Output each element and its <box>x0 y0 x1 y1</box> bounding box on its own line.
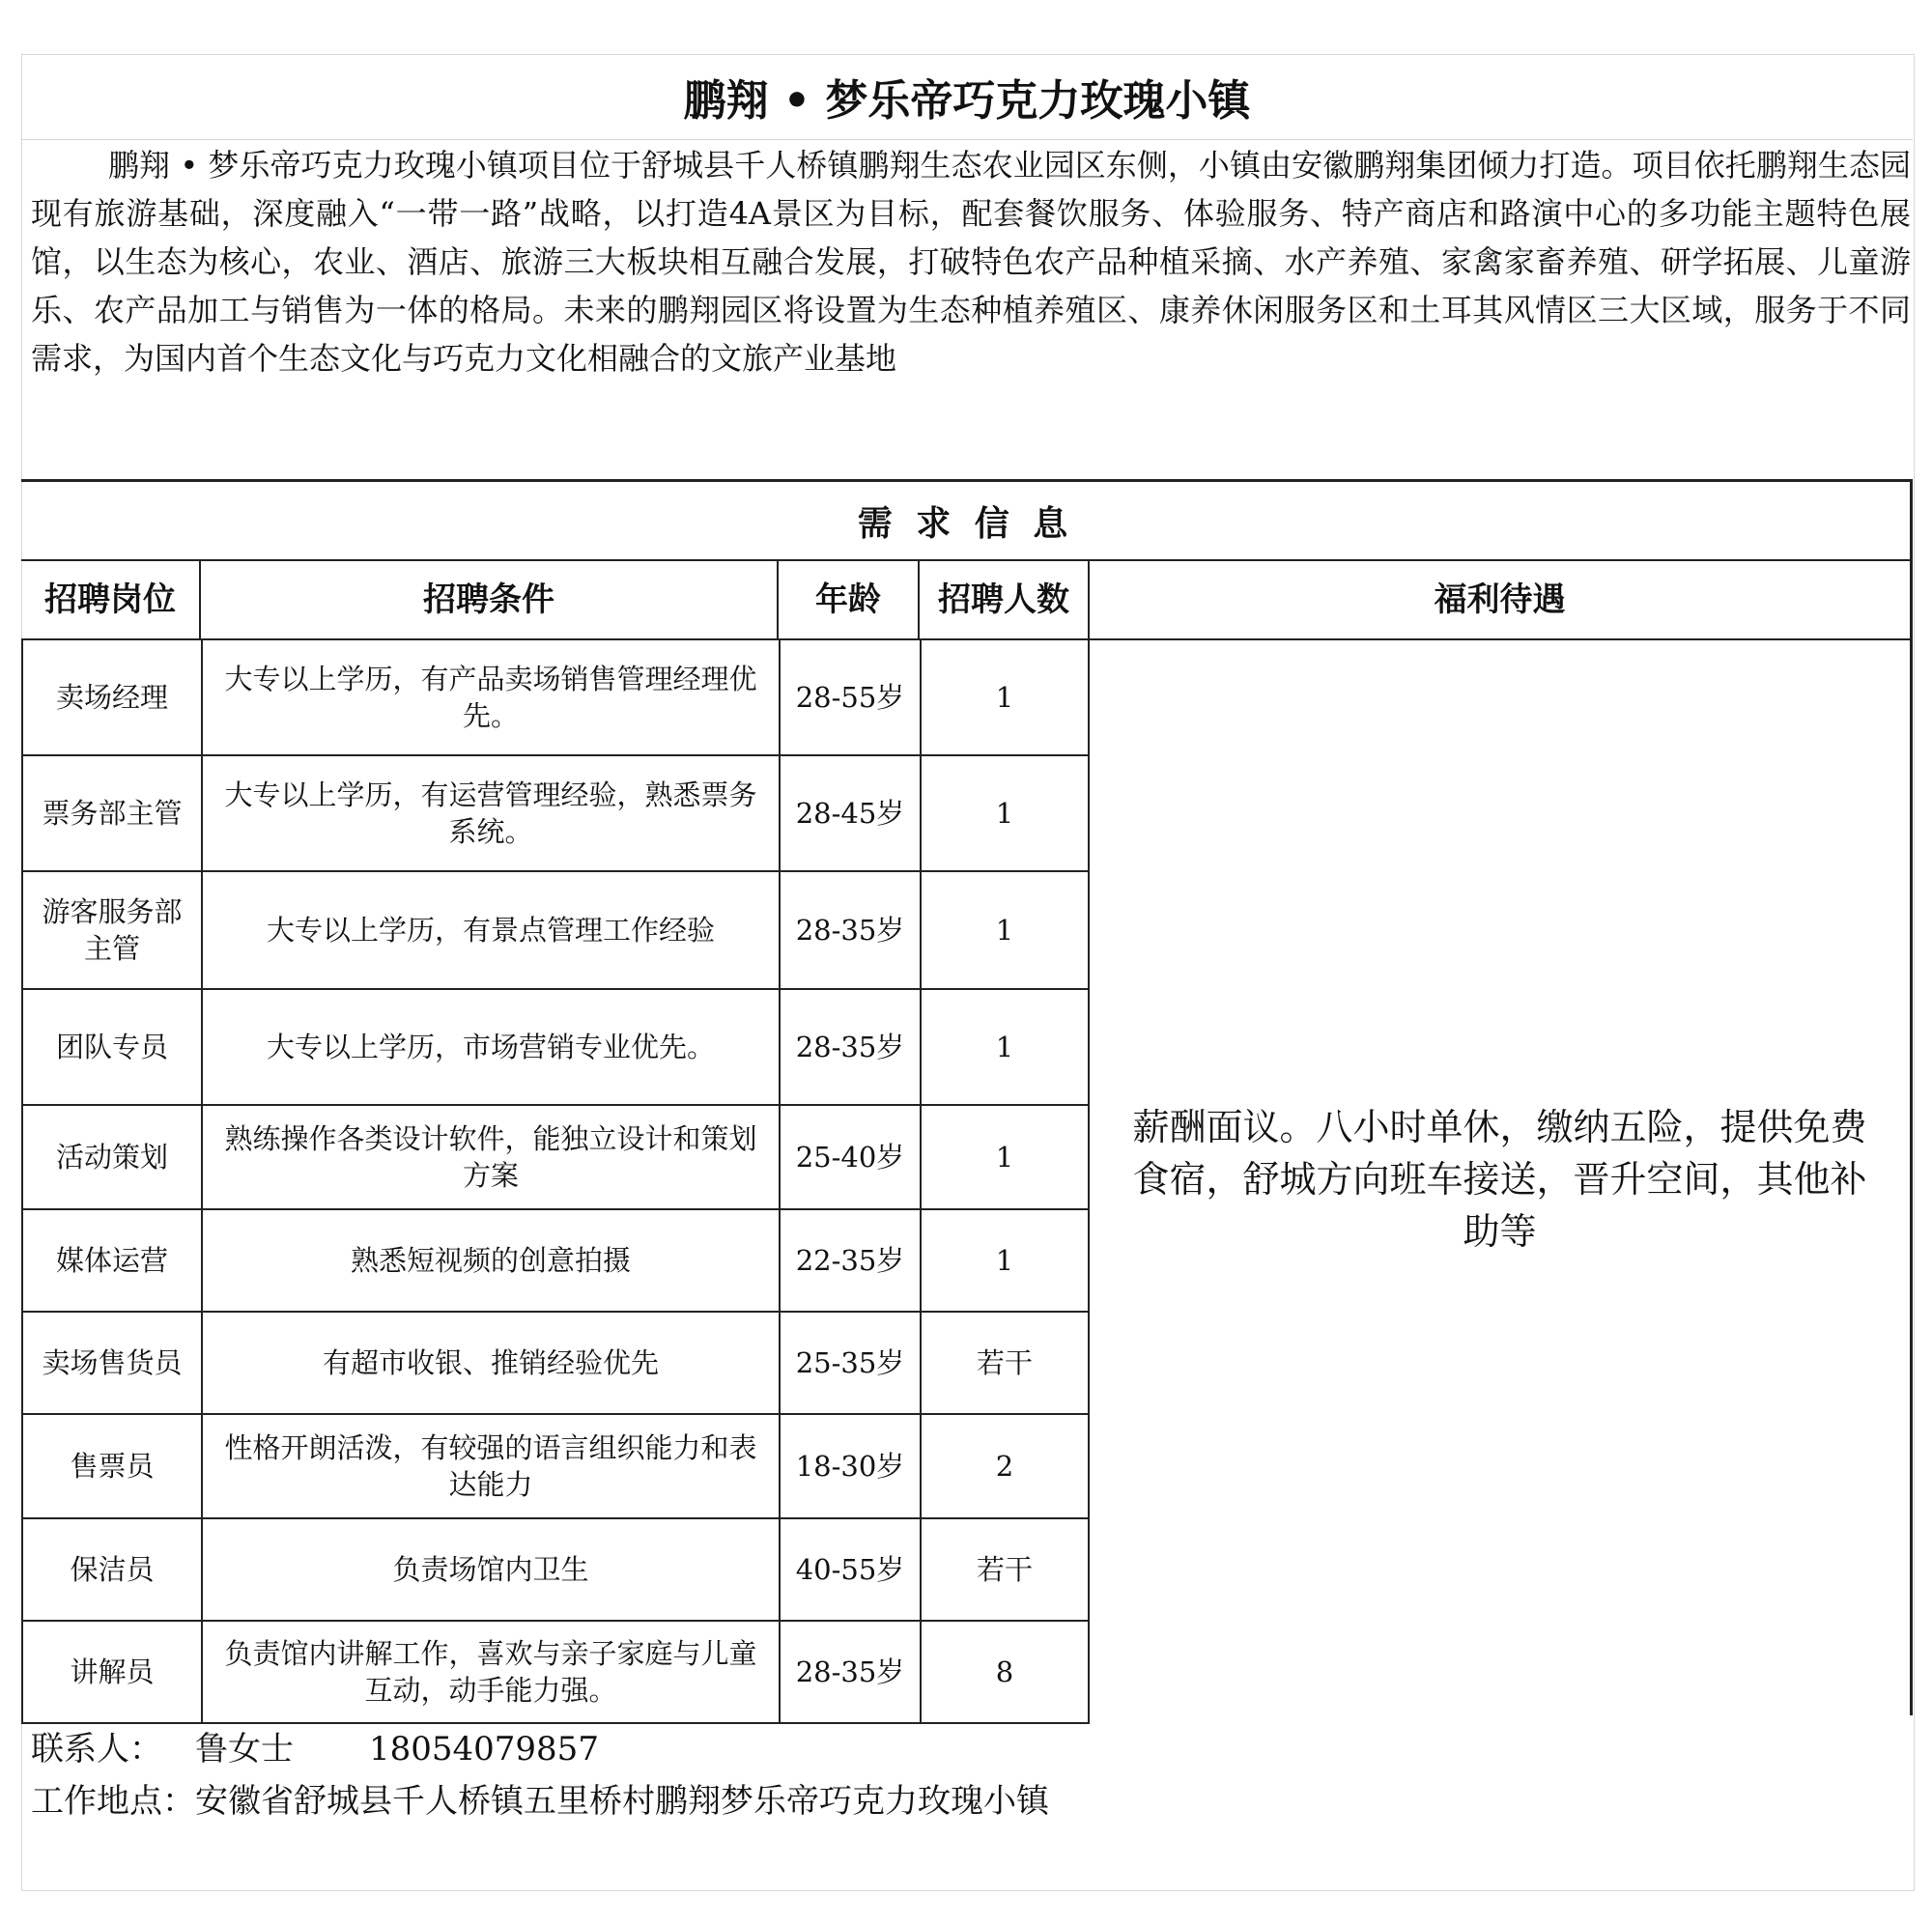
row-count: 若干 <box>920 1313 1090 1415</box>
row-count: 1 <box>920 1210 1090 1313</box>
row-age: 18-30岁 <box>779 1415 920 1519</box>
row-age: 28-35岁 <box>779 1622 920 1724</box>
row-requirement: 性格开朗活泼，有较强的语言组织能力和表达能力 <box>201 1415 779 1519</box>
contact-name: 鲁女士 <box>195 1730 294 1768</box>
row-position: 卖场经理 <box>21 640 201 756</box>
row-count: 1 <box>920 640 1090 756</box>
table-row <box>21 990 1090 1106</box>
row-age: 25-35岁 <box>779 1313 920 1415</box>
row-position: 团队专员 <box>21 990 201 1106</box>
row-age: 22-35岁 <box>779 1210 920 1313</box>
row-position: 票务部主管 <box>21 756 201 872</box>
row-position: 售票员 <box>21 1415 201 1519</box>
row-requirement: 负责馆内讲解工作，喜欢与亲子家庭与儿童互动，动手能力强。 <box>201 1622 779 1724</box>
table-row <box>21 1106 1090 1210</box>
recruitment-table <box>21 479 1913 1715</box>
row-position: 讲解员 <box>21 1622 201 1724</box>
row-count: 8 <box>920 1622 1090 1724</box>
row-age: 40-55岁 <box>779 1519 920 1622</box>
header-requirement: 招聘条件 <box>201 561 779 640</box>
section-title: 需 求 信 息 <box>21 482 1910 561</box>
contact-line <box>31 1727 599 1771</box>
row-count: 2 <box>920 1415 1090 1519</box>
row-requirement: 负责场馆内卫生 <box>201 1519 779 1622</box>
table-row <box>21 872 1090 990</box>
header-position: 招聘岗位 <box>21 561 201 640</box>
location-label: 工作地点： <box>31 1782 195 1821</box>
row-count: 若干 <box>920 1519 1090 1622</box>
table-row <box>21 640 1090 756</box>
row-count: 1 <box>920 990 1090 1106</box>
location-line <box>31 1779 1049 1824</box>
row-requirement: 大专以上学历，有景点管理工作经验 <box>201 872 779 990</box>
row-position: 游客服务部主管 <box>21 872 201 990</box>
table-row <box>21 1415 1090 1519</box>
row-count: 1 <box>920 872 1090 990</box>
contact-phone[interactable]: 18054079857 <box>369 1730 599 1768</box>
contact-label: 联系人： <box>31 1730 162 1768</box>
row-requirement: 大专以上学历，有运营管理经验，熟悉票务系统。 <box>201 756 779 872</box>
row-requirement: 有超市收银、推销经验优先 <box>201 1313 779 1415</box>
row-requirement: 大专以上学历，市场营销专业优先。 <box>201 990 779 1106</box>
row-age: 28-35岁 <box>779 872 920 990</box>
table-row <box>21 756 1090 872</box>
location-address: 安徽省舒城县千人桥镇五里桥村鹏翔梦乐帝巧克力玫瑰小镇 <box>195 1782 1049 1821</box>
row-position: 媒体运营 <box>21 1210 201 1313</box>
row-position: 保洁员 <box>21 1519 201 1622</box>
row-age: 28-35岁 <box>779 990 920 1106</box>
row-requirement: 熟练操作各类设计软件，能独立设计和策划方案 <box>201 1106 779 1210</box>
row-count: 1 <box>920 1106 1090 1210</box>
row-requirement: 熟悉短视频的创意拍摄 <box>201 1210 779 1313</box>
row-requirement: 大专以上学历，有产品卖场销售管理经理优先。 <box>201 640 779 756</box>
header-age: 年龄 <box>779 561 920 640</box>
header-count: 招聘人数 <box>920 561 1090 640</box>
header-benefits: 福利待遇 <box>1090 561 1910 640</box>
table-row <box>21 1519 1090 1622</box>
row-age: 28-55岁 <box>779 640 920 756</box>
project-intro: 鹏翔 • 梦乐帝巧克力玫瑰小镇项目位于舒城县千人桥镇鹏翔生态农业园区东侧，小镇由安徽鹏翔集团倾力打造。项目依托鹏翔生态园现有旅游基础，深度融入“一带一路”战略，以打造4A景区为目标，配套餐饮服务、体验服务、特产商店和路演中心的多功能主题特色展馆，以生态为核心，农业、酒店、旅游三大板块相互融合发展，打破特色农产品种植采摘、水产养殖、家禽家畜养殖、研学拓展、儿童游乐、农产品加工与销售为一体的格局。未来的鹏翔园区将设置为生态种植养殖区、康养休闲服务区和土耳其风情区三大区域，服务于不同需求，为国内首个生态文化与巧克力文化相融合的文旅产业基地 <box>31 147 1911 377</box>
benefits-text: 薪酬面议。八小时单休，缴纳五险，提供免费食宿，舒城方向班车接送，晋升空间，其他补助等 <box>1132 1106 1867 1253</box>
row-age: 28-45岁 <box>779 756 920 872</box>
page-title: 鹏翔 • 梦乐帝巧克力玫瑰小镇 <box>21 54 1913 140</box>
table-row <box>21 1210 1090 1313</box>
row-position: 卖场售货员 <box>21 1313 201 1415</box>
table-row <box>21 1313 1090 1415</box>
row-count: 1 <box>920 756 1090 872</box>
row-position: 活动策划 <box>21 1106 201 1210</box>
row-age: 25-40岁 <box>779 1106 920 1210</box>
table-row <box>21 1622 1090 1724</box>
